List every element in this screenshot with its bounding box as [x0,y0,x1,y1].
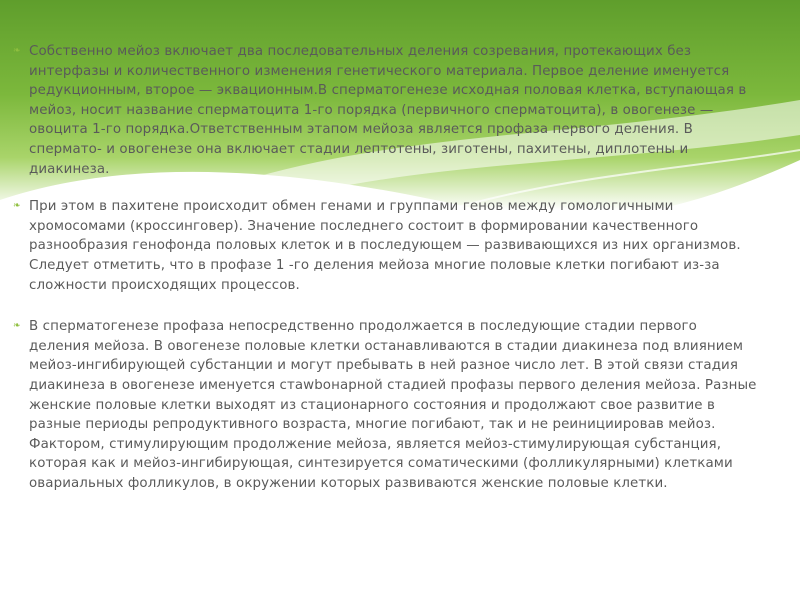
leaf-bullet-icon: ❧ [13,321,21,332]
bullet-paragraph [13,317,758,493]
paragraph-text: В сперматогенезе профаза непосредственно продолжается в последующие стадии первого деления мейоза. В овогенезе половые клетки останавливаются в стадии диакинеза под влиянием мейоз-ингибирующей субстанции и могут пребывать в ней разное число лет. В этой связи стадия диакинеза в овогенезе именуется стаwbонарной стадией профазы первого деления мейоза. Разные женские половые клетки выходят из стационарного состояния и продолжают свое развитие в разные периоды репродуктивного возраста, многие погибают, так и не реинициировав мейоз. Фактором, стимулирующим продолжение мейоза, является мейоз-стимулирующая субстанция, которая как и мейоз-ингибирующая, синтезируется соматическими (фолликулярными) клетками овариальных фолликулов, в окружении которых развиваются женские половые клетки. [29,319,757,491]
paragraph-text: Собственно мейоз включает два последовательных деления созревания, протекающих без интерфазы и количественного изменения генетического материала. Первое деление именуется редукционным, второе — эквационным.В сперматогенезе исходная половая клетка, вступающая в мейоз, носит название сперматоцита 1-го порядка (первичного сперматоцита), в овогенезе — овоцита 1-го порядка.Ответственным этапом мейоза является профаза первого деления. В спермато- и овогенезе она включает стадии лептотены, зиготены, пахитены, диплотены и диакинеза. [29,44,747,177]
leaf-bullet-icon: ❧ [13,46,21,56]
leaf-bullet-icon: ❧ [13,201,21,212]
bullet-list [13,42,758,511]
bullet-paragraph [13,42,758,179]
bullet-paragraph [13,197,758,295]
paragraph-text: При этом в пахитене происходит обмен генами и группами генов между гомологичными хромосомами (кроссинговер). Значение последнего состоит в формировании качественного разнообразия генофонда половых клеток и в последующем — развивающихся из них организмов. Следует отметить, что в профазе 1 -го деления мейоза многие половые клетки погибают из-за сложности происходящих процессов. [29,199,741,293]
